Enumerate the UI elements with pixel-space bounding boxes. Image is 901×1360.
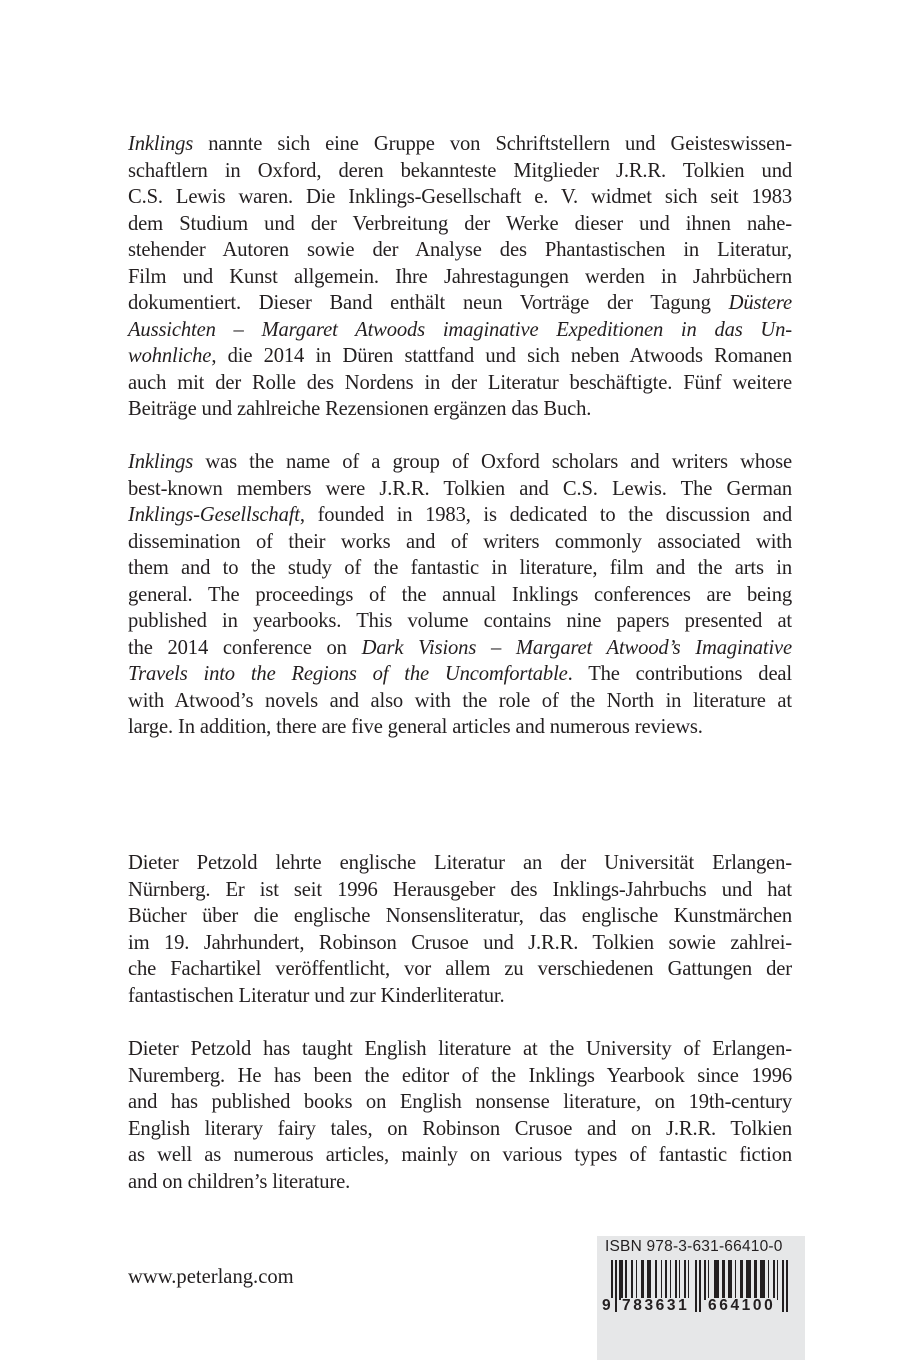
- text-segment: Dieter Petzold lehrte englische Literatur an der Universität Erlangen-: [128, 852, 792, 874]
- paragraph-editor-bio-german: [128, 850, 792, 1009]
- text-line: [128, 184, 792, 211]
- text-segment: , founded in 1983, is dedicated to the discussion and: [299, 504, 792, 526]
- text-line: [128, 290, 792, 317]
- barcode-bar: [641, 1260, 644, 1300]
- text-segment: . The contributions deal: [567, 663, 792, 685]
- isbn-label: ISBN 978-3-631-66410-0: [605, 1238, 783, 1255]
- text-line: [128, 1142, 792, 1169]
- text-line: [128, 237, 792, 264]
- text-segment: them and to the study of the fantastic in literature, film and the arts in: [128, 557, 792, 579]
- barcode-bar: [754, 1260, 757, 1300]
- paragraph-editor-bio-english: [128, 1036, 792, 1195]
- text-segment: was the name of a group of Oxford scholars and writers whose: [193, 451, 792, 473]
- text-line: [128, 582, 792, 609]
- barcode-bar: [782, 1260, 784, 1312]
- italic-text: Düstere: [728, 292, 792, 314]
- text-line: [128, 930, 792, 957]
- text-segment: Film und Kunst allgemein. Ihre Jahrestagungen werden in Jahrbüchern: [128, 265, 792, 288]
- text-segment: Dieter Petzold has taught English literature at the University of Erlangen-: [128, 1038, 792, 1060]
- barcode-bar: [699, 1260, 701, 1312]
- paragraph-blurb-english: [128, 449, 792, 741]
- text-segment: and has published books on English nonsense literature, on 19th-century: [128, 1091, 792, 1113]
- barcode-bar: [688, 1260, 689, 1300]
- text-segment: published in yearbooks. This volume contains nine papers presented at: [128, 610, 792, 632]
- text-line: [128, 661, 792, 688]
- text-segment: che Fachartikel veröffentlicht, vor allem zu verschiedenen Gattungen der: [128, 958, 792, 980]
- barcode-bar: [728, 1260, 732, 1300]
- barcode-digits-right: 664100: [708, 1297, 776, 1314]
- italic-text: Inklings: [128, 451, 194, 473]
- barcode-bar: [746, 1260, 751, 1300]
- barcode-bar: [786, 1260, 788, 1312]
- text-segment: English literary fairy tales, on Robinson Crusoe and on J.R.R. Tolkien: [128, 1117, 792, 1140]
- text-segment: large. In addition, there are five general articles and numerous reviews.: [128, 716, 703, 738]
- text-line: [128, 608, 792, 635]
- paragraph-blurb-german: [128, 131, 792, 423]
- italic-text: Travels into the Regions of the Uncomfortable: [128, 663, 568, 685]
- barcode-digit-first: 9: [602, 1297, 614, 1314]
- text-line: [128, 956, 792, 983]
- italic-text: Inklings-Gesellschaft: [128, 504, 300, 526]
- text-segment: Nuremberg. He has been the editor of the Inklings Yearbook since 1996: [128, 1064, 792, 1087]
- barcode-bar: [636, 1260, 637, 1300]
- text-line: [128, 264, 792, 291]
- italic-text: wohnliche: [128, 345, 212, 367]
- text-segment: auch mit der Rolle des Nordens in der Literatur beschäftigte. Fünf weitere: [128, 371, 792, 394]
- barcode-bar: [675, 1260, 677, 1300]
- text-segment: schaftlern in Oxford, deren bekannteste Mitglieder J.R.R. Tolkien und: [128, 159, 792, 182]
- text-line: [128, 396, 792, 423]
- barcode-bar: [722, 1260, 725, 1300]
- publisher-url[interactable]: www.peterlang.com: [128, 1266, 294, 1288]
- text-segment: dem Studium und der Verbreitung der Werke dieser und ihnen nahe-: [128, 212, 792, 235]
- barcode-bar: [647, 1260, 651, 1300]
- text-line: [128, 1063, 792, 1090]
- text-segment: the 2014 conference on: [128, 636, 362, 659]
- barcode-bar: [655, 1260, 657, 1300]
- barcode-bar: [625, 1260, 627, 1300]
- text-segment: , die 2014 in Düren stattfand und sich neben Atwoods Romanen: [211, 345, 792, 367]
- text-segment: with Atwood’s novels and also with the role of the North in literature at: [128, 689, 792, 712]
- text-line: [128, 850, 792, 877]
- barcode-bar: [773, 1260, 775, 1300]
- barcode-bar: [714, 1260, 719, 1300]
- text-line: [128, 131, 792, 158]
- text-line: [128, 211, 792, 238]
- barcode-bar: [619, 1260, 623, 1300]
- barcode-bar: [695, 1260, 697, 1312]
- text-segment: Nürnberg. Er ist seit 1996 Herausgeber des Inklings-Jahrbuchs und hat: [128, 878, 792, 901]
- text-line: [128, 1169, 792, 1196]
- barcode-bar: [777, 1260, 778, 1300]
- text-line: [128, 449, 792, 476]
- text-line: [128, 903, 792, 930]
- text-line: [128, 529, 792, 556]
- italic-text: Aussichten – Margaret Atwoods imaginative Expeditionen in das Un-: [128, 318, 792, 341]
- text-line: [128, 1089, 792, 1116]
- barcode-bar: [708, 1260, 709, 1300]
- text-line: [128, 983, 792, 1010]
- text-segment: nannte sich eine Gruppe von Schriftstellern und Geisteswissen-: [193, 133, 792, 155]
- barcode-bar: [704, 1260, 706, 1300]
- text-segment: general. The proceedings of the annual Inklings conferences are being: [128, 583, 792, 606]
- barcode-bar: [684, 1260, 686, 1300]
- italic-text: Inklings: [128, 133, 194, 155]
- text-segment: Beiträge und zahlreiche Rezensionen ergänzen das Buch.: [128, 398, 592, 420]
- italic-text: Dark Visions – Margaret Atwood’s Imaginative: [361, 636, 792, 659]
- barcode-bar: [631, 1260, 633, 1300]
- barcode-bar: [670, 1260, 671, 1300]
- text-segment: as well as numerous articles, mainly on various types of fantastic fiction: [128, 1144, 792, 1166]
- text-line: [128, 635, 792, 662]
- text-segment: C.S. Lewis waren. Die Inklings-Gesellschaft e. V. widmet sich seit 1983: [128, 186, 792, 208]
- barcode-bar: [768, 1260, 769, 1300]
- barcode-bar: [615, 1260, 617, 1312]
- barcode-bar: [735, 1260, 736, 1300]
- text-segment: dokumentiert. Dieser Band enthält neun Vorträge der Tagung: [128, 292, 729, 314]
- text-line: [128, 714, 792, 741]
- text-line: [128, 476, 792, 503]
- isbn-barcode-box: [597, 1236, 805, 1360]
- text-line: [128, 555, 792, 582]
- text-segment: and on children’s literature.: [128, 1170, 351, 1193]
- text-segment: Bücher über die englische Nonsensliteratur, das englische Kunstmärchen: [128, 905, 792, 927]
- text-segment: dissemination of their works and of writers commonly associated with: [128, 530, 792, 553]
- text-line: [128, 343, 792, 370]
- barcode-bar: [679, 1260, 680, 1300]
- barcode-bar: [661, 1260, 662, 1300]
- barcode-bar: [665, 1260, 667, 1300]
- text-line: [128, 1116, 792, 1143]
- text-segment: fantastischen Literatur und zur Kinderliteratur.: [128, 984, 505, 1007]
- text-line: [128, 158, 792, 185]
- barcode-bar: [760, 1260, 765, 1300]
- text-line: [128, 688, 792, 715]
- text-segment: best-known members were J.R.R. Tolkien and C.S. Lewis. The German: [128, 477, 792, 500]
- text-segment: im 19. Jahrhundert, Robinson Crusoe und J.R.R. Tolkien sowie zahlrei-: [128, 931, 792, 954]
- text-line: [128, 317, 792, 344]
- text-line: [128, 1036, 792, 1063]
- barcode-digits-left: 783631: [622, 1297, 690, 1314]
- text-line: [128, 877, 792, 904]
- text-line: [128, 370, 792, 397]
- text-line: [128, 502, 792, 529]
- text-segment: stehender Autoren sowie der Analyse des Phantastischen in Literatur,: [128, 239, 792, 261]
- barcode-bar: [740, 1260, 743, 1300]
